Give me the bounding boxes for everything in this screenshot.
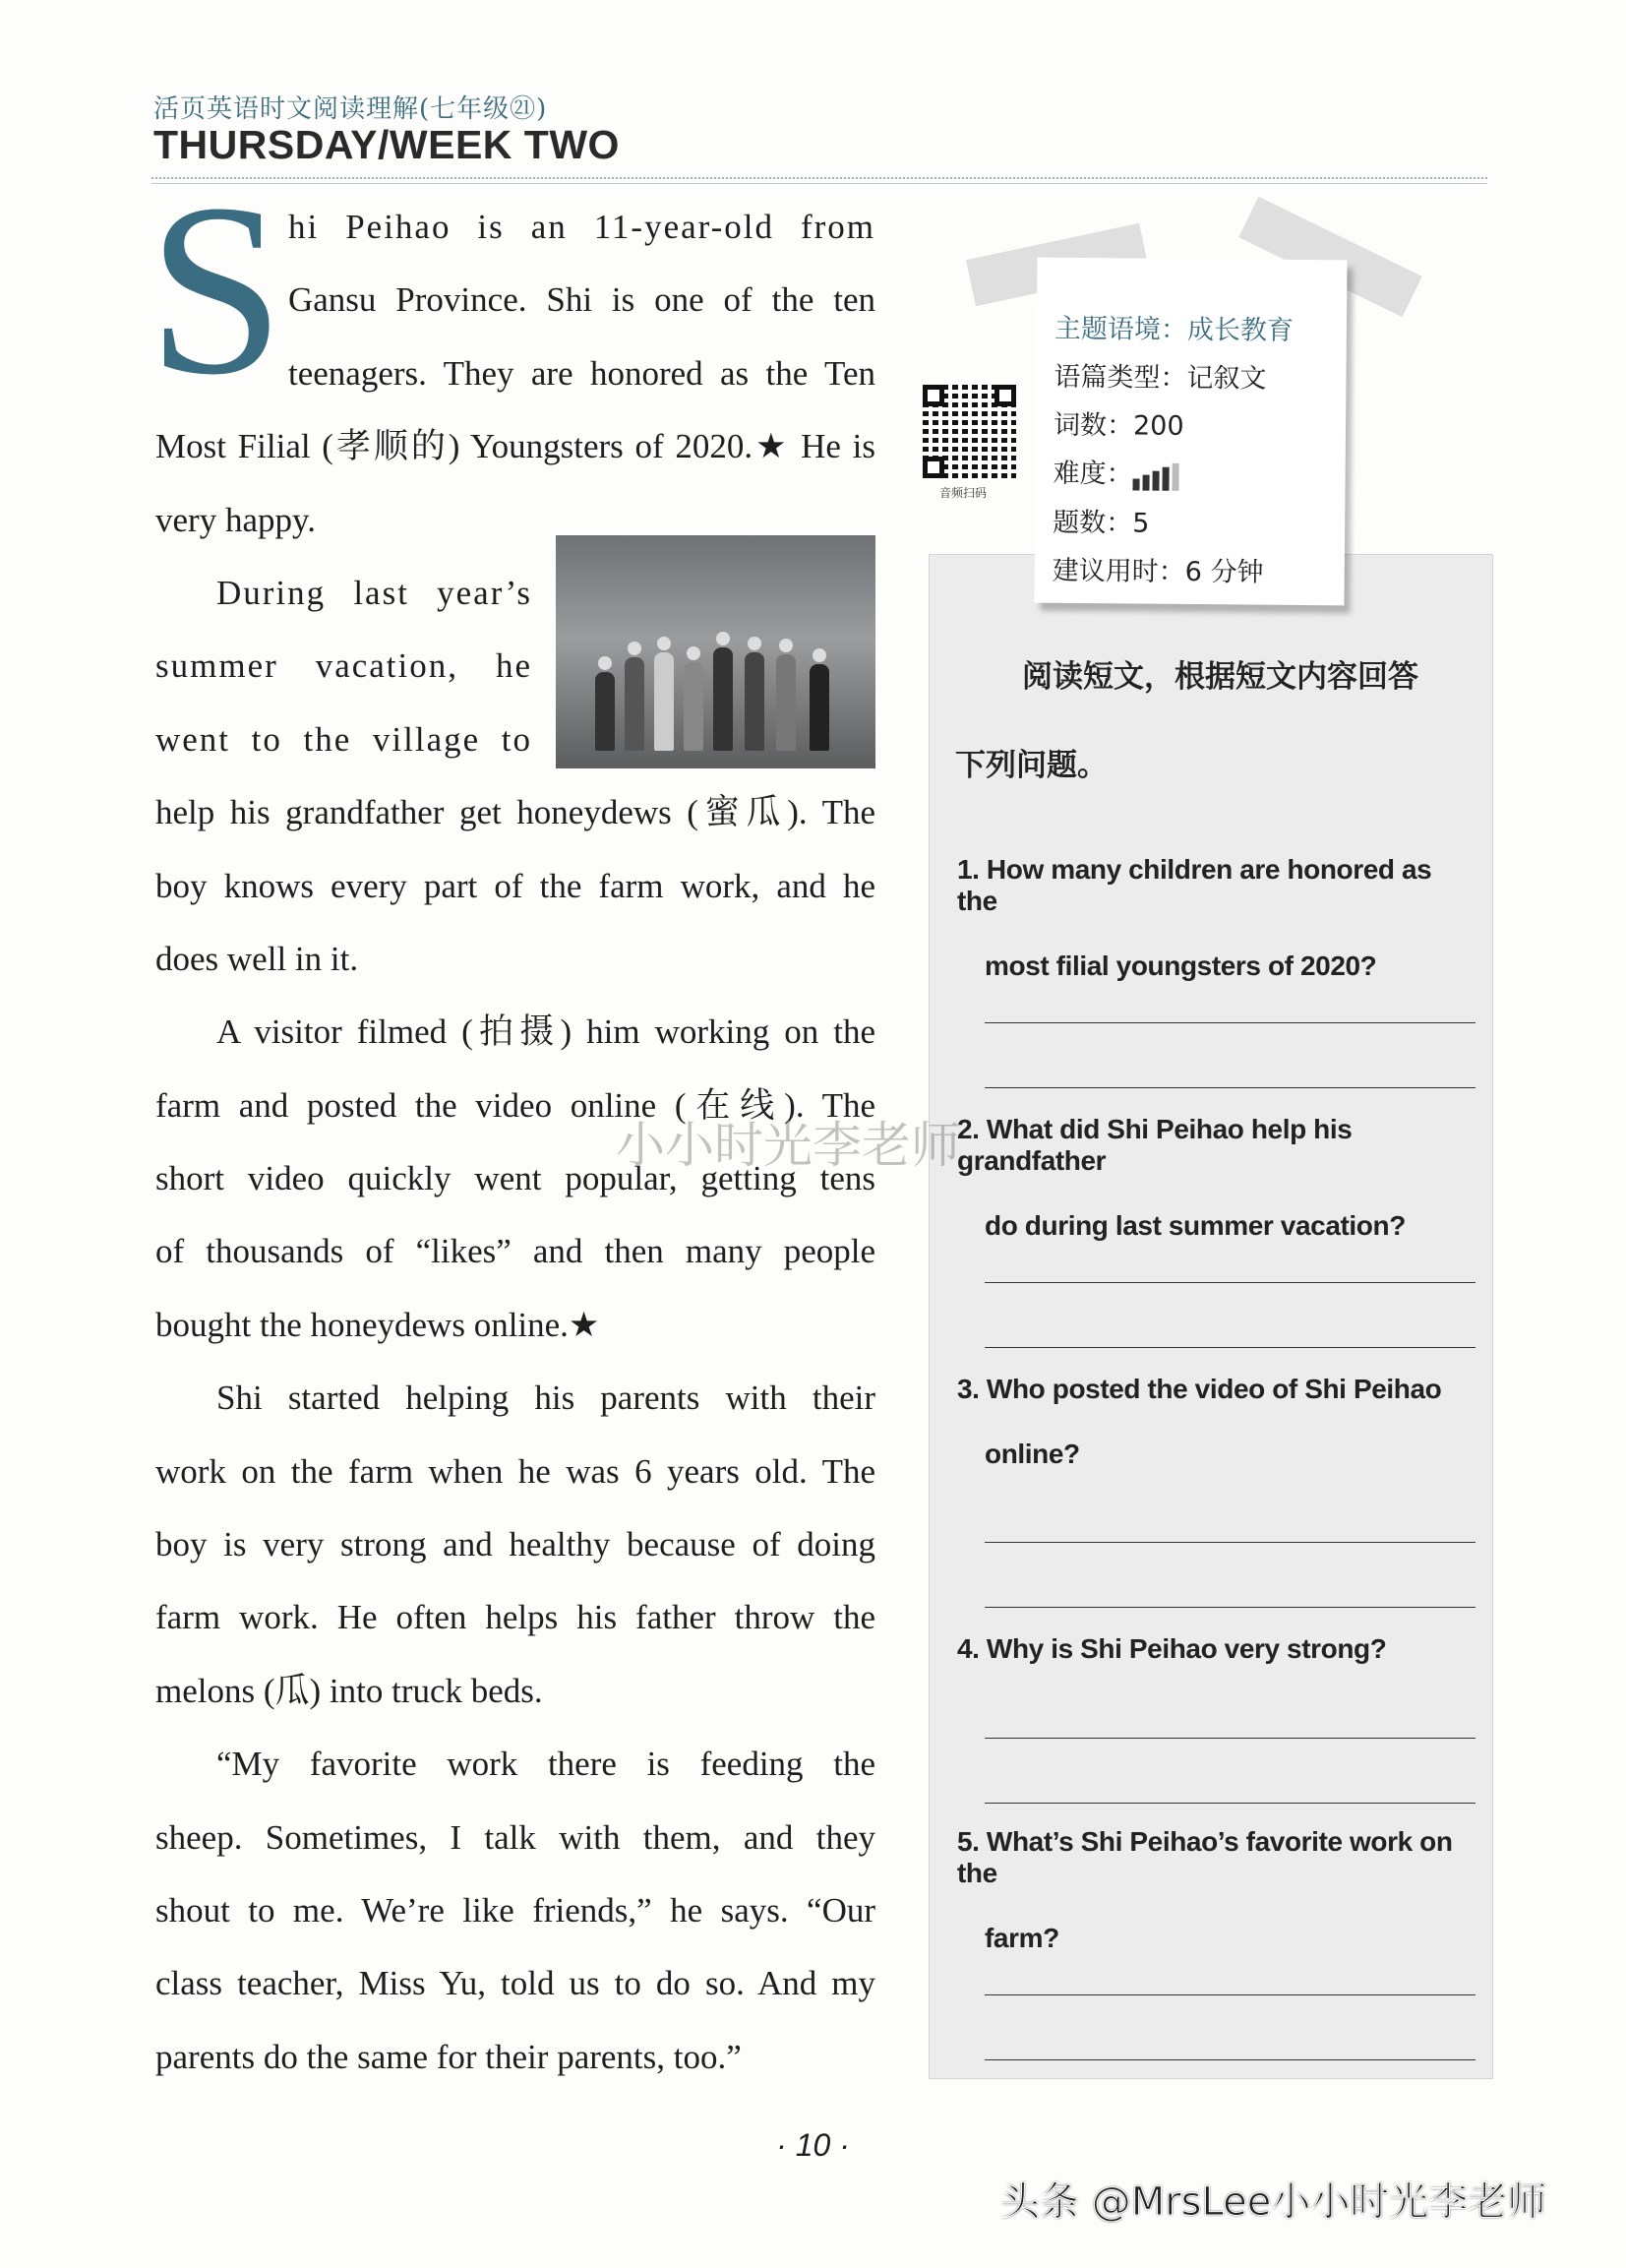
article-line: of thousands of “likes” and then many people [155,1232,875,1271]
article-line: boy is very strong and healthy because of doing [155,1525,875,1564]
question-text: 4. Why is Shi Peihao very strong? [957,1633,1387,1664]
article-line: Shi started helping his parents with their [216,1379,875,1418]
question-count: 题数：5 [1053,507,1150,539]
header-divider [151,177,1487,184]
answer-line[interactable] [985,1738,1475,1739]
qr-finder [923,385,944,406]
question-item [957,1374,1475,1470]
question-item [957,1633,1475,1665]
article-line: shout to me. We’re like friends,” he says. “Our [155,1890,875,1930]
article-line: sheep. Sometimes, I talk with them, and they [155,1817,875,1857]
qr-finder [994,385,1016,406]
drop-cap: S [148,153,285,426]
theme-context: 主题语境：成长教育 [1054,313,1295,346]
answer-line[interactable] [985,1803,1475,1804]
text-genre: 语篇类型：记叙文 [1054,361,1267,395]
question-item [957,1826,1475,1954]
overlay-watermark: 小小时光李老师 [616,1117,960,1174]
instruction-text-cont: 下列问题。 [955,748,1108,783]
answer-line[interactable] [985,2059,1475,2060]
article-line: class teacher, Miss Yu, told us to do so. And my [155,1964,875,2003]
difficulty-bar-filled [1162,467,1169,491]
question-text-cont: online? [985,1439,1080,1469]
word-count: 词数：200 [1053,409,1184,442]
question-text: 1. How many children are honored as the [957,854,1432,916]
question-text-cont: farm? [985,1923,1059,1953]
answer-line[interactable] [985,1022,1475,1023]
article-line: teenagers. They are honored as the Ten [288,353,875,393]
page-number: · 10 · [776,2127,850,2163]
answer-line[interactable] [985,1087,1475,1088]
instruction-text: 阅读短文，根据短文内容回答 [1022,659,1418,695]
article-line: does well in it. [155,939,359,978]
answer-line[interactable] [985,1282,1475,1283]
answer-line[interactable] [985,1347,1475,1348]
article-photo [556,535,875,768]
difficulty [1053,452,1181,491]
difficulty-bar-filled [1132,478,1139,490]
answer-line[interactable] [985,1542,1475,1543]
article-line: Most Filial (孝顺的) Youngsters of 2020.★ He is [155,427,875,466]
question-text: 3. Who posted the video of Shi Peihao [957,1374,1442,1404]
question-text-cont: do during last summer vacation? [985,1210,1406,1241]
article-line: melons (瓜) into truck beds. [155,1671,543,1710]
article-line: help his grandfather get honeydews (蜜瓜). The [155,793,875,832]
difficulty-bar-empty [1172,463,1178,491]
article-line: summer vacation, he [155,646,532,686]
question-text: 5. What’s Shi Peihao’s favorite work on the [957,1826,1453,1888]
answer-line[interactable] [985,1994,1475,1995]
difficulty-bar-filled [1142,475,1149,491]
article-line: hi Peihao is an 11-year-old from [288,208,875,246]
difficulty-bars [1132,459,1181,489]
article-line: farm and posted the video online (在线). The [155,1085,875,1125]
question-item [957,1114,1475,1242]
page-heading: THURSDAY/WEEK TWO [153,122,620,167]
article-line: “My favorite work there is feeding the [216,1745,875,1784]
article-line: short video quickly went popular, getting tens [155,1159,875,1198]
article-line: went to the village to [155,719,532,759]
article-line: During last year’s [216,573,532,612]
difficulty-bar-filled [1152,471,1159,491]
book-series-title: 活页英语时文阅读理解(七年级㉑) [153,94,548,124]
suggested-time: 建议用时：6 分钟 [1052,555,1264,588]
answer-line[interactable] [985,1607,1475,1608]
difficulty-label: 难度： [1053,458,1133,490]
question-item [957,854,1475,982]
question-text: 2. What did Shi Peihao help his grandfather [957,1114,1353,1176]
question-text-cont: most filial youngsters of 2020? [985,950,1377,981]
qr-finder [923,457,944,478]
article-line: bought the honeydews online.★ [155,1305,600,1344]
corner-watermark: 头条 @MrsLee小小时光李老师 [1000,2179,1547,2225]
article-line: Gansu Province. Shi is one of the ten [288,280,875,320]
article-line: work on the farm when he was 6 years old. The [155,1451,875,1491]
article-line: farm work. He often helps his father throw the [155,1598,875,1637]
qr-label: 音频扫码 [939,486,988,500]
article-line: parents do the same for their parents, too.” [155,2037,742,2076]
article-line: A visitor filmed (拍摄) him working on the [216,1012,875,1052]
passage-info-card [1034,258,1347,606]
article-line: boy knows every part of the farm work, and he [155,866,875,905]
article-line: very happy. [155,500,316,539]
